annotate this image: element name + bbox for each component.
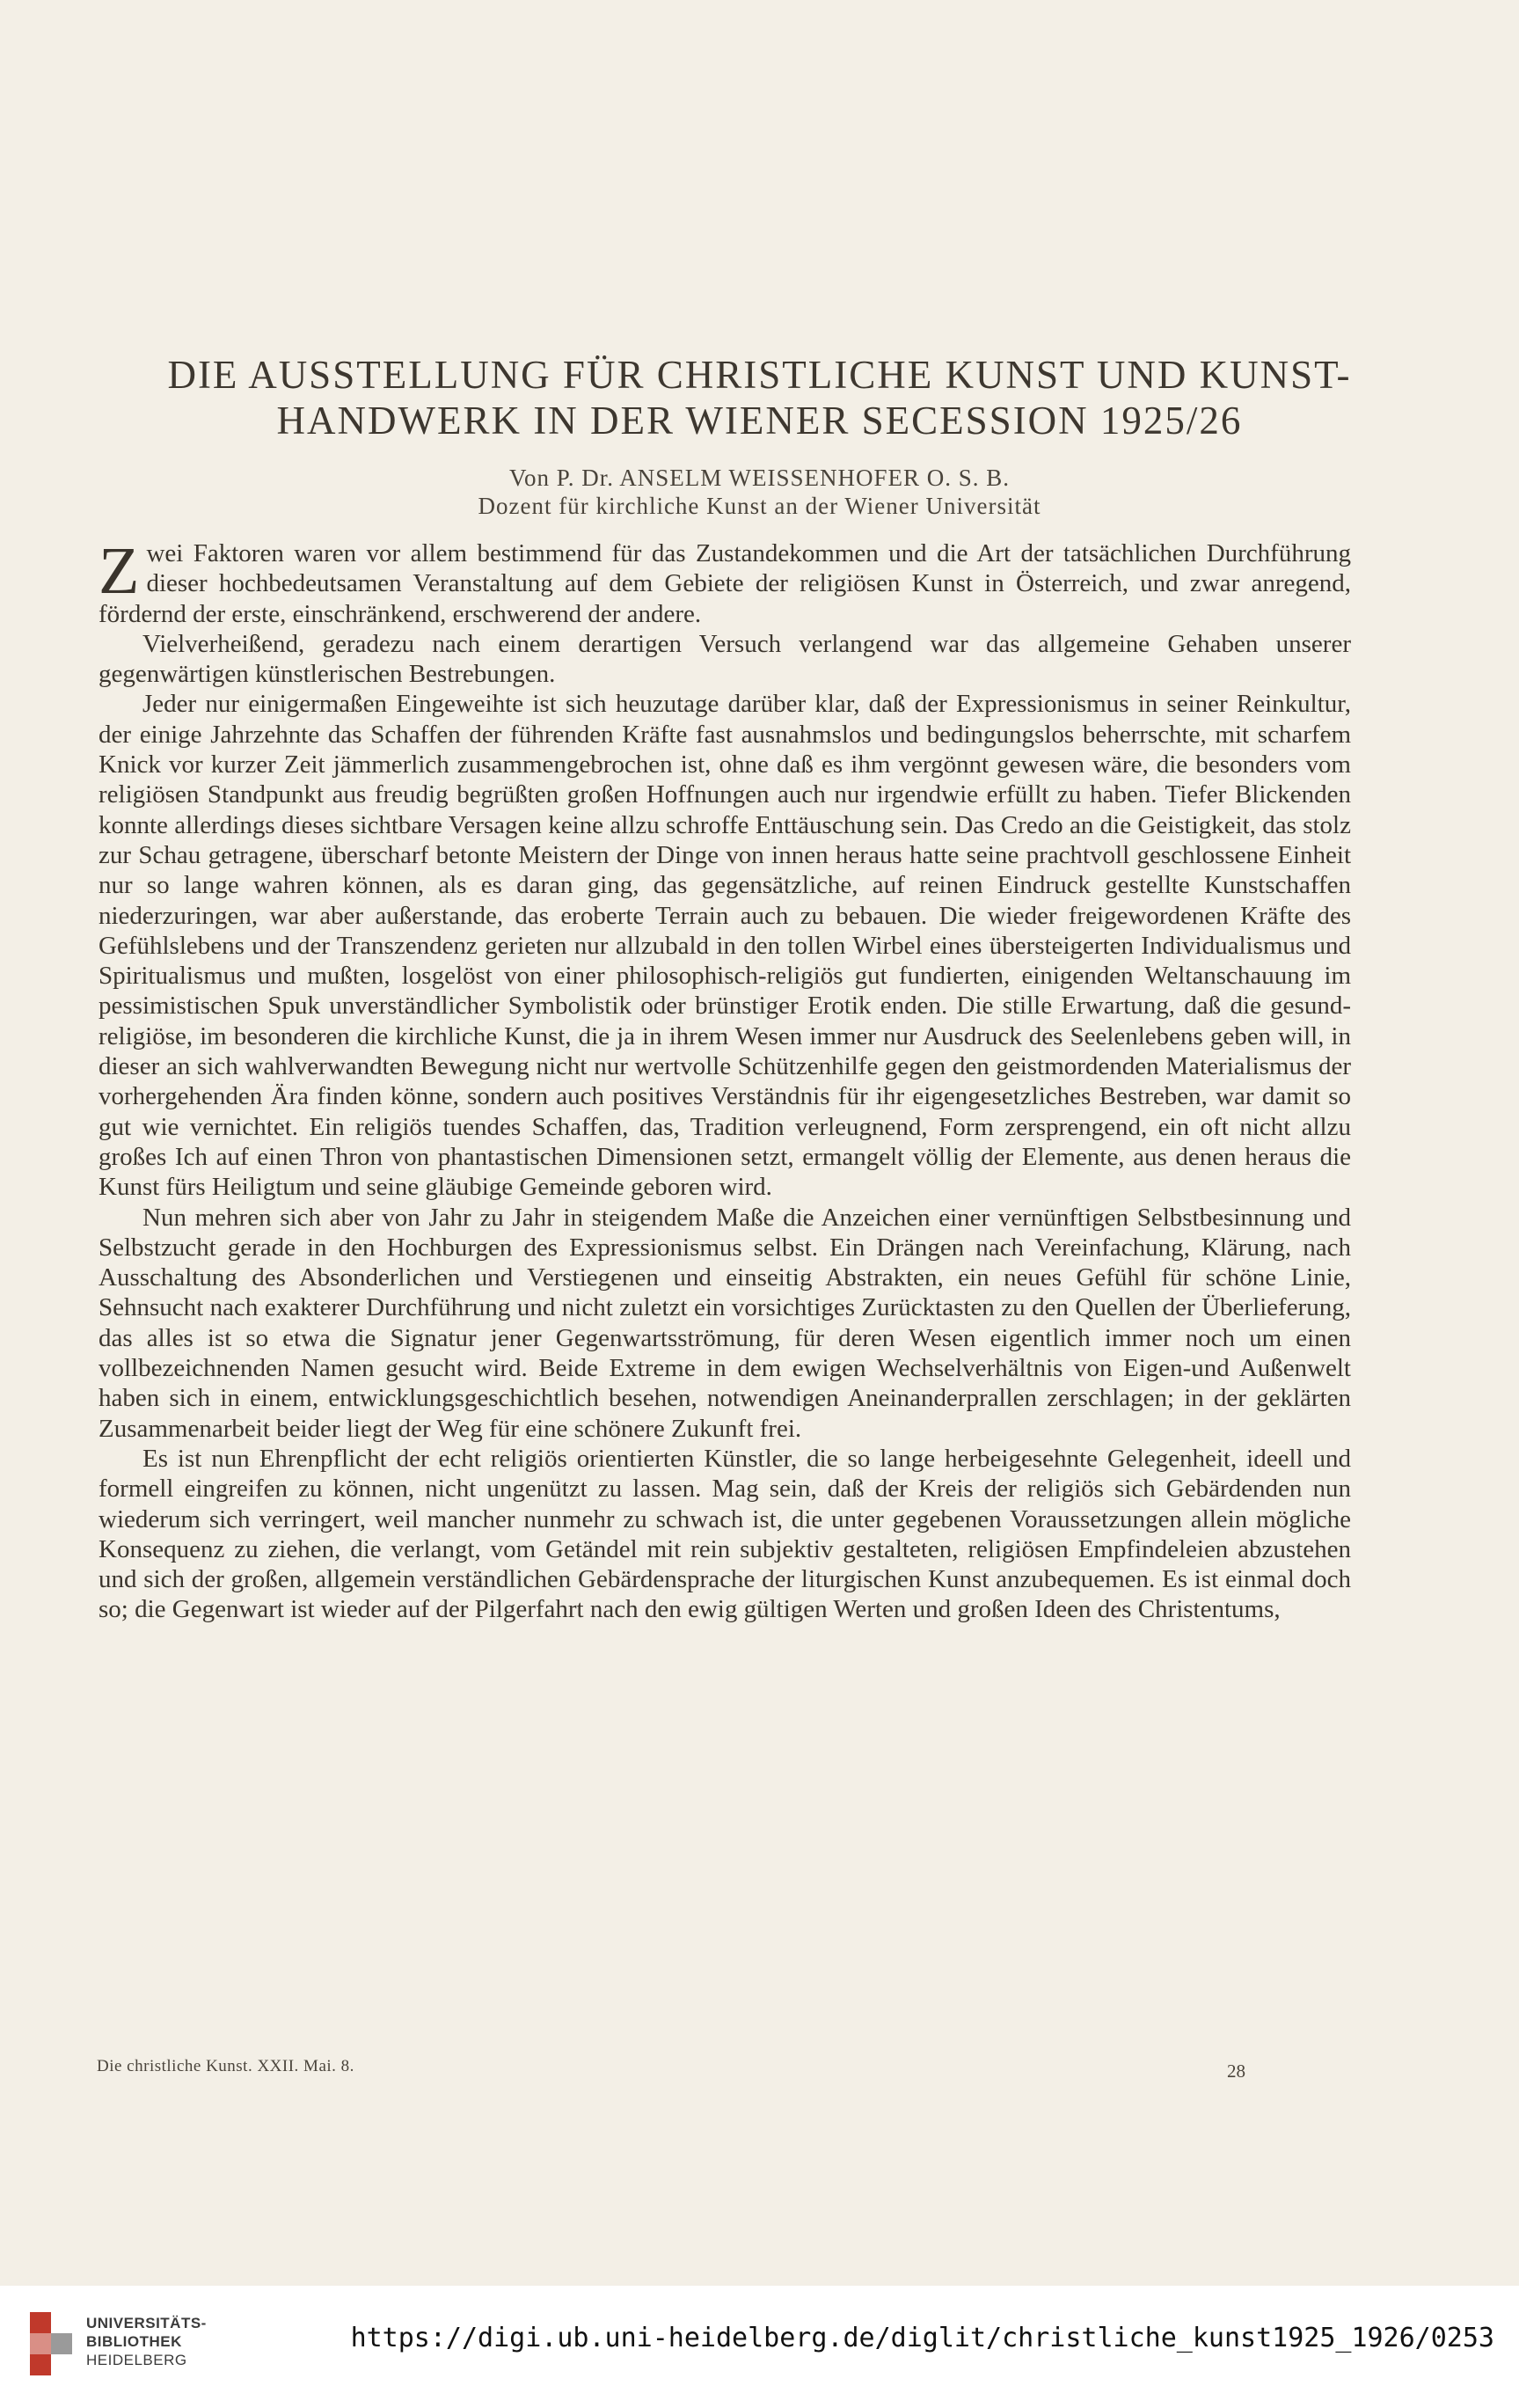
paragraph-3: Jeder nur einigermaßen Eingeweihte ist sich heuzutage darüber klar, daß der Expressionismus in seiner Reinkultur, der einige Jahrzehnte das Schaffen der führenden Kräfte fast ausnahmslos und bedingungslos beherrschte, mit scharfem Knick vor kurzer Zeit jämmerlich zusammengebrochen ist, ohne daß es ihm vergönnt gewesen wäre, die besonders vom religiösen Standpunkt aus freudig begrüßten großen Hoffnungen auch nur irgendwie erfüllt zu haben. Tiefer Blickenden konnte allerdings dieses sichtbare Versagen keine allzu schroffe Enttäuschung sein. Das Credo an die Geistigkeit, das stolz zur Schau getragene, überscharf betonte Meistern der Dinge von innen heraus hatte seine prachtvoll geschlossene Einheit nur so lange wahren können, als es daran ging, das gegensätzliche, auf reinen Eindruck gestellte Kunstschaffen niederzuringen, war aber außerstande, das eroberte Terrain auch zu bebauen. Die wieder freigewordenen Kräfte des Gefühlslebens und der Transzendenz gerieten nur allzubald in den tollen Wirbel eines übersteigerten Individualismus und Spiritualismus und mußten, losgelöst von einer philosophisch-religiös gut fundierten, einigenden Weltanschauung im pessimistischen Spuk unverständlicher Symbolistik oder brünstiger Erotik enden. Die stille Erwartung, daß die gesund-religiöse, im besonderen die kirchliche Kunst, die ja in ihrem Wesen immer nur Ausdruck des Seelenlebens geben will, in dieser an sich wahlverwandten Bewegung nicht nur wertvolle Schützenhilfe gegen den geistmordenden Materialismus der vorhergehenden Ära finden könne, sondern auch positives Verständnis für ihr eigengesetzliches Bestreben, war damit so gut wie vernichtet. Ein religiös tuendes Schaffen, das, Tradition verleugnend, Form zersprengend, ein oft nicht allzu großes Ich auf einen Thron von phantastischen Dimensionen setzt, ermangelt völlig der Elemente, aus denen heraus die Kunst fürs Heiligtum und seine gläubige Gemeinde geboren wird.	[99, 690, 1351, 1202]
article-body	[99, 534, 1351, 1625]
library-name-line-3: HEIDELBERG	[86, 2352, 187, 2368]
page-number: 28	[1227, 2060, 1245, 2082]
library-name	[86, 2314, 207, 2369]
library-name-line-2: BIBLIOTHEK	[86, 2333, 182, 2350]
paragraph-1	[99, 534, 1351, 629]
permalink-url[interactable]: https://digi.ub.uni-heidelberg.de/diglit/christliche_kunst1925_1926/0253	[350, 2323, 1494, 2353]
paragraph-1-text: wei Faktoren waren vor allem bestimmend für das Zustandekommen und die Art der tatsächlichen Durchführung dieser hochbedeutsamen Veranstaltung auf dem Gebiete der religiösen Kunst in Österreich, und zwar anregend, fördernd der erste, einschränkend, erschwerend der andere.	[99, 539, 1351, 628]
article-title-line-1: DIE AUSSTELLUNG FÜR CHRISTLICHE KUNST UND KUNST-	[167, 353, 1352, 397]
author-affiliation: Dozent für kirchliche Kunst an der Wiener Universität	[478, 493, 1041, 519]
paragraph-2: Vielverheißend, geradezu nach einem derartigen Versuch verlangend war das allgemeine Gehaben unserer gegenwärtigen künstlerischen Bestrebungen.	[99, 629, 1351, 689]
paragraph-5: Es ist nun Ehrenpflicht der echt religiös orientierten Künstler, die so lange herbeigesehnte Gelegenheit, ideell und formell eingreifen zu können, nicht ungenützt zu lassen. Mag sein, daß der Kreis der religiös sich Gebärdenden nun wiederum sich verringert, weil mancher nunmehr zu schwach ist, die unter gegebenen Voraussetzungen allein mögliche Konsequenz zu ziehen, die verlangt, vom Getändel mit rein subjektiv gestalteten, religiösen Empfindeleien abzustehen und sich der großen, allgemein verständlichen Gebärdensprache der liturgischen Kunst anzubequemen. Es ist einmal doch so; die Gegenwart ist wieder auf der Pilgerfahrt nach den ewig gültigen Werten und großen Ideen des Christentums,	[99, 1444, 1351, 1624]
library-logo-icon	[25, 2307, 77, 2382]
article-title-line-2: HANDWERK IN DER WIENER SECESSION 1925/26	[276, 399, 1243, 443]
library-logo[interactable]	[25, 2307, 77, 2382]
paragraph-4: Nun mehren sich aber von Jahr zu Jahr in steigendem Maße die Anzeichen einer vernünftigen Selbstbesinnung und Selbstzucht gerade in den Hochburgen des Expressionismus selbst. Ein Drängen nach Vereinfachung, Klärung, nach Ausschaltung des Absonderlichen und Verstiegenen und einseitig Abstrakten, ein neues Gefühl für schöne Linie, Sehnsucht nach exakterer Durchführung und nicht zuletzt ein vorsichtiges Zurücktasten zu den Quellen der Überlieferung, das alles ist so etwa die Signatur jener Gegenwartsströmung, für deren Wesen eigentlich immer noch um einen vollbezeichnenden Namen gesucht wird. Beide Extreme in dem ewigen Wechselverhältnis von Eigen-und Außenwelt haben sich in einem, entwicklungsgeschichtlich besehen, notwendigen Aneinanderprallen zerschlagen; in der geklärten Zusammenarbeit beider liegt der Weg für eine schönere Zukunft frei.	[99, 1203, 1351, 1443]
library-name-line-1: UNIVERSITÄTS-	[86, 2315, 207, 2331]
journal-footer: Die christliche Kunst. XXII. Mai. 8.	[97, 2057, 354, 2075]
drop-cap: Z	[99, 534, 140, 608]
author-byline: Von P. Dr. ANSELM WEISSENHOFER O. S. B.	[508, 465, 1011, 491]
